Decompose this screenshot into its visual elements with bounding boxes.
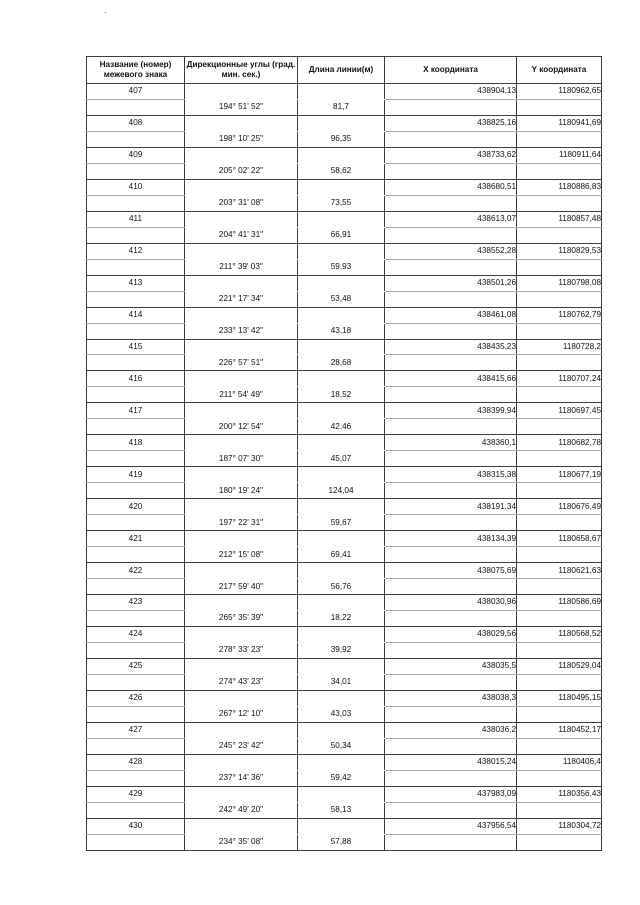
x-coordinate-cell: 438435,23 — [385, 339, 517, 355]
x-coordinate-cell: 438461,08 — [385, 307, 517, 323]
point-number-cell: 430 — [87, 818, 185, 834]
x-coordinate-cell: 438415,66 — [385, 371, 517, 387]
table-row — [87, 626, 602, 642]
direction-angle-cell: 267° 12' 10" — [185, 706, 298, 722]
empty-angle-cell — [185, 403, 298, 419]
point-number-cell: 408 — [87, 115, 185, 131]
empty-point-cell — [87, 451, 185, 467]
y-coordinate-cell: 1180829,53 — [517, 243, 602, 259]
empty-angle-cell — [185, 339, 298, 355]
table-body — [87, 84, 602, 851]
empty-x-cell — [385, 579, 517, 595]
table-row — [87, 84, 602, 100]
direction-angle-cell: 212° 15' 08" — [185, 547, 298, 563]
empty-angle-cell — [185, 722, 298, 738]
empty-y-cell — [517, 483, 602, 499]
point-number-cell: 409 — [87, 147, 185, 163]
x-coordinate-cell: 438030,96 — [385, 595, 517, 611]
point-number-cell: 414 — [87, 307, 185, 323]
empty-length-cell — [298, 722, 385, 738]
empty-angle-cell — [185, 147, 298, 163]
empty-angle-cell — [185, 275, 298, 291]
line-length-cell: 69,41 — [298, 547, 385, 563]
empty-y-cell — [517, 131, 602, 147]
empty-angle-cell — [185, 499, 298, 515]
empty-point-cell — [87, 291, 185, 307]
empty-point-cell — [87, 483, 185, 499]
empty-y-cell — [517, 355, 602, 371]
empty-length-cell — [298, 786, 385, 802]
direction-angle-cell: 274° 43' 23" — [185, 674, 298, 690]
point-number-cell: 426 — [87, 690, 185, 706]
table-row — [87, 179, 602, 195]
empty-x-cell — [385, 738, 517, 754]
direction-angle-cell: 197° 22' 31" — [185, 515, 298, 531]
empty-length-cell — [298, 690, 385, 706]
x-coordinate-cell: 438552,28 — [385, 243, 517, 259]
line-length-cell: 96,35 — [298, 131, 385, 147]
empty-angle-cell — [185, 467, 298, 483]
empty-angle-cell — [185, 595, 298, 611]
point-number-cell: 415 — [87, 339, 185, 355]
x-coordinate-cell: 438360,1 — [385, 435, 517, 451]
line-length-cell: 45,07 — [298, 451, 385, 467]
empty-length-cell — [298, 626, 385, 642]
empty-length-cell — [298, 818, 385, 834]
empty-angle-cell — [185, 531, 298, 547]
x-coordinate-cell: 438036,2 — [385, 722, 517, 738]
empty-x-cell — [385, 547, 517, 563]
direction-angle-cell: 217° 59' 40" — [185, 579, 298, 595]
empty-point-cell — [87, 195, 185, 211]
empty-y-cell — [517, 227, 602, 243]
point-number-cell: 416 — [87, 371, 185, 387]
y-coordinate-cell: 1180941,69 — [517, 115, 602, 131]
empty-length-cell — [298, 371, 385, 387]
table-row — [87, 291, 602, 307]
table-row — [87, 275, 602, 291]
empty-y-cell — [517, 291, 602, 307]
empty-length-cell — [298, 467, 385, 483]
table-row — [87, 706, 602, 722]
empty-angle-cell — [185, 626, 298, 642]
table-row — [87, 499, 602, 515]
empty-x-cell — [385, 451, 517, 467]
empty-x-cell — [385, 642, 517, 658]
empty-length-cell — [298, 275, 385, 291]
header-line-length: Длина линии(м) — [298, 57, 385, 84]
table-row — [87, 307, 602, 323]
empty-x-cell — [385, 706, 517, 722]
empty-length-cell — [298, 307, 385, 323]
y-coordinate-cell: 1180798,08 — [517, 275, 602, 291]
table-row — [87, 674, 602, 690]
empty-angle-cell — [185, 84, 298, 100]
x-coordinate-cell: 438038,3 — [385, 690, 517, 706]
line-length-cell: 18,22 — [298, 610, 385, 626]
table-row — [87, 690, 602, 706]
line-length-cell: 56,76 — [298, 579, 385, 595]
table-row — [87, 227, 602, 243]
empty-x-cell — [385, 483, 517, 499]
y-coordinate-cell: 1180682,78 — [517, 435, 602, 451]
direction-angle-cell: 242° 49' 20" — [185, 802, 298, 818]
empty-y-cell — [517, 610, 602, 626]
empty-angle-cell — [185, 818, 298, 834]
line-length-cell: 18,52 — [298, 387, 385, 403]
table-row — [87, 435, 602, 451]
header-point-name: Название (номер) межевого знака — [87, 57, 185, 84]
point-number-cell: 417 — [87, 403, 185, 419]
empty-x-cell — [385, 770, 517, 786]
table-header-row — [87, 57, 602, 84]
direction-angle-cell: 200° 12' 54" — [185, 419, 298, 435]
table-row — [87, 323, 602, 339]
table-row — [87, 403, 602, 419]
empty-x-cell — [385, 515, 517, 531]
empty-point-cell — [87, 547, 185, 563]
y-coordinate-cell: 1180304,72 — [517, 818, 602, 834]
empty-point-cell — [87, 738, 185, 754]
empty-x-cell — [385, 323, 517, 339]
empty-y-cell — [517, 99, 602, 115]
empty-point-cell — [87, 419, 185, 435]
y-coordinate-cell: 1180707,24 — [517, 371, 602, 387]
empty-x-cell — [385, 387, 517, 403]
table-row — [87, 786, 602, 802]
table-row — [87, 259, 602, 275]
boundary-coordinates-table — [86, 56, 602, 851]
x-coordinate-cell: 437956,54 — [385, 818, 517, 834]
table-row — [87, 211, 602, 227]
table-row — [87, 243, 602, 259]
table-row — [87, 610, 602, 626]
empty-length-cell — [298, 658, 385, 674]
x-coordinate-cell: 438904,13 — [385, 84, 517, 100]
table-row — [87, 131, 602, 147]
point-number-cell: 412 — [87, 243, 185, 259]
empty-point-cell — [87, 387, 185, 403]
point-number-cell: 429 — [87, 786, 185, 802]
empty-point-cell — [87, 131, 185, 147]
x-coordinate-cell: 438035,5 — [385, 658, 517, 674]
table-row — [87, 371, 602, 387]
empty-x-cell — [385, 291, 517, 307]
table-row — [87, 195, 602, 211]
point-number-cell: 418 — [87, 435, 185, 451]
line-length-cell: 28,68 — [298, 355, 385, 371]
empty-angle-cell — [185, 179, 298, 195]
direction-angle-cell: 180° 19' 24" — [185, 483, 298, 499]
point-number-cell: 424 — [87, 626, 185, 642]
table-row — [87, 531, 602, 547]
empty-y-cell — [517, 163, 602, 179]
empty-angle-cell — [185, 658, 298, 674]
point-number-cell: 421 — [87, 531, 185, 547]
x-coordinate-cell: 438015,24 — [385, 754, 517, 770]
table-row — [87, 770, 602, 786]
table-row — [87, 658, 602, 674]
line-length-cell: 34,01 — [298, 674, 385, 690]
line-length-cell: 57,88 — [298, 834, 385, 850]
line-length-cell: 59,42 — [298, 770, 385, 786]
line-length-cell: 59,67 — [298, 515, 385, 531]
x-coordinate-cell: 438134,39 — [385, 531, 517, 547]
empty-angle-cell — [185, 786, 298, 802]
empty-length-cell — [298, 403, 385, 419]
direction-angle-cell: 221° 17' 34" — [185, 291, 298, 307]
empty-point-cell — [87, 706, 185, 722]
direction-angle-cell: 245° 23' 42" — [185, 738, 298, 754]
y-coordinate-cell: 1180857,48 — [517, 211, 602, 227]
x-coordinate-cell: 438075,69 — [385, 563, 517, 579]
table-row — [87, 163, 602, 179]
y-coordinate-cell: 1180452,17 — [517, 722, 602, 738]
empty-y-cell — [517, 323, 602, 339]
empty-point-cell — [87, 610, 185, 626]
direction-angle-cell: 211° 39' 03" — [185, 259, 298, 275]
empty-length-cell — [298, 435, 385, 451]
table-row — [87, 738, 602, 754]
direction-angle-cell: 194° 51' 52" — [185, 99, 298, 115]
direction-angle-cell: 226° 57' 51" — [185, 355, 298, 371]
empty-y-cell — [517, 387, 602, 403]
empty-x-cell — [385, 834, 517, 850]
empty-y-cell — [517, 674, 602, 690]
direction-angle-cell: 198° 10' 25" — [185, 131, 298, 147]
empty-y-cell — [517, 195, 602, 211]
empty-length-cell — [298, 754, 385, 770]
empty-length-cell — [298, 211, 385, 227]
line-length-cell: 53,48 — [298, 291, 385, 307]
empty-y-cell — [517, 642, 602, 658]
point-number-cell: 410 — [87, 179, 185, 195]
direction-angle-cell: 233° 13' 42" — [185, 323, 298, 339]
line-length-cell: 39,92 — [298, 642, 385, 658]
empty-length-cell — [298, 499, 385, 515]
table-row — [87, 563, 602, 579]
empty-point-cell — [87, 579, 185, 595]
empty-length-cell — [298, 339, 385, 355]
y-coordinate-cell: 1180495,15 — [517, 690, 602, 706]
empty-angle-cell — [185, 690, 298, 706]
empty-point-cell — [87, 163, 185, 179]
line-length-cell: 58,62 — [298, 163, 385, 179]
table-row — [87, 355, 602, 371]
table-row — [87, 834, 602, 850]
empty-y-cell — [517, 579, 602, 595]
empty-length-cell — [298, 563, 385, 579]
table-row — [87, 754, 602, 770]
empty-x-cell — [385, 131, 517, 147]
line-length-cell: 59,93 — [298, 259, 385, 275]
y-coordinate-cell: 1180529,04 — [517, 658, 602, 674]
table-row — [87, 802, 602, 818]
table-row — [87, 147, 602, 163]
y-coordinate-cell: 1180586,69 — [517, 595, 602, 611]
direction-angle-cell: 204° 41' 31" — [185, 227, 298, 243]
y-coordinate-cell: 1180962,65 — [517, 84, 602, 100]
table-row — [87, 547, 602, 563]
direction-angle-cell: 203° 31' 08" — [185, 195, 298, 211]
point-number-cell: 428 — [87, 754, 185, 770]
empty-point-cell — [87, 99, 185, 115]
line-length-cell: 58,13 — [298, 802, 385, 818]
x-coordinate-cell: 438680,51 — [385, 179, 517, 195]
empty-y-cell — [517, 706, 602, 722]
empty-x-cell — [385, 99, 517, 115]
empty-point-cell — [87, 642, 185, 658]
empty-point-cell — [87, 259, 185, 275]
empty-x-cell — [385, 610, 517, 626]
empty-x-cell — [385, 674, 517, 690]
point-number-cell: 427 — [87, 722, 185, 738]
empty-point-cell — [87, 227, 185, 243]
y-coordinate-cell: 1180658,67 — [517, 531, 602, 547]
point-number-cell: 419 — [87, 467, 185, 483]
line-length-cell: 124,04 — [298, 483, 385, 499]
empty-point-cell — [87, 802, 185, 818]
table-row — [87, 515, 602, 531]
point-number-cell: 425 — [87, 658, 185, 674]
empty-length-cell — [298, 243, 385, 259]
empty-y-cell — [517, 770, 602, 786]
x-coordinate-cell: 438315,38 — [385, 467, 517, 483]
table-row — [87, 419, 602, 435]
header-x-coordinate: X координата — [385, 57, 517, 84]
empty-point-cell — [87, 834, 185, 850]
y-coordinate-cell: 1180568,52 — [517, 626, 602, 642]
point-number-cell: 420 — [87, 499, 185, 515]
line-length-cell: 73,55 — [298, 195, 385, 211]
empty-length-cell — [298, 595, 385, 611]
table-row — [87, 579, 602, 595]
line-length-cell: 81,7 — [298, 99, 385, 115]
table-row — [87, 483, 602, 499]
empty-y-cell — [517, 259, 602, 275]
empty-angle-cell — [185, 307, 298, 323]
empty-y-cell — [517, 738, 602, 754]
point-number-cell: 423 — [87, 595, 185, 611]
x-coordinate-cell: 438399,94 — [385, 403, 517, 419]
empty-length-cell — [298, 147, 385, 163]
point-number-cell: 413 — [87, 275, 185, 291]
direction-angle-cell: 211° 54' 49" — [185, 387, 298, 403]
point-number-cell: 422 — [87, 563, 185, 579]
empty-y-cell — [517, 515, 602, 531]
y-coordinate-cell: 1180886,83 — [517, 179, 602, 195]
empty-x-cell — [385, 163, 517, 179]
line-length-cell: 42,46 — [298, 419, 385, 435]
x-coordinate-cell: 438501,26 — [385, 275, 517, 291]
x-coordinate-cell: 438613,07 — [385, 211, 517, 227]
empty-length-cell — [298, 179, 385, 195]
y-coordinate-cell: 1180621,63 — [517, 563, 602, 579]
table-row — [87, 115, 602, 131]
direction-angle-cell: 237° 14' 36" — [185, 770, 298, 786]
y-coordinate-cell: 1180676,49 — [517, 499, 602, 515]
empty-y-cell — [517, 547, 602, 563]
x-coordinate-cell: 438825,16 — [385, 115, 517, 131]
table-row — [87, 642, 602, 658]
line-length-cell: 50,34 — [298, 738, 385, 754]
table-row — [87, 99, 602, 115]
table-row — [87, 339, 602, 355]
empty-x-cell — [385, 259, 517, 275]
table-row — [87, 387, 602, 403]
y-coordinate-cell: 1180406,4 — [517, 754, 602, 770]
line-length-cell: 66,91 — [298, 227, 385, 243]
empty-x-cell — [385, 195, 517, 211]
x-coordinate-cell: 438029,56 — [385, 626, 517, 642]
empty-x-cell — [385, 227, 517, 243]
y-coordinate-cell: 1180677,19 — [517, 467, 602, 483]
y-coordinate-cell: 1180911,64 — [517, 147, 602, 163]
empty-angle-cell — [185, 211, 298, 227]
empty-x-cell — [385, 355, 517, 371]
empty-angle-cell — [185, 371, 298, 387]
point-number-cell: 407 — [87, 84, 185, 100]
y-coordinate-cell: 1180356,43 — [517, 786, 602, 802]
direction-angle-cell: 265° 35' 39" — [185, 610, 298, 626]
table-row — [87, 595, 602, 611]
x-coordinate-cell: 438733,62 — [385, 147, 517, 163]
empty-length-cell — [298, 84, 385, 100]
y-coordinate-cell: 1180697,45 — [517, 403, 602, 419]
empty-point-cell — [87, 674, 185, 690]
y-coordinate-cell: 1180762,79 — [517, 307, 602, 323]
x-coordinate-cell: 437983,09 — [385, 786, 517, 802]
direction-angle-cell: 205° 02' 22" — [185, 163, 298, 179]
direction-angle-cell: 234° 35' 08" — [185, 834, 298, 850]
table-row — [87, 722, 602, 738]
direction-angle-cell: 278° 33' 23" — [185, 642, 298, 658]
empty-y-cell — [517, 834, 602, 850]
empty-angle-cell — [185, 243, 298, 259]
line-length-cell: 43,03 — [298, 706, 385, 722]
scan-speck — [105, 12, 106, 13]
empty-angle-cell — [185, 754, 298, 770]
empty-point-cell — [87, 770, 185, 786]
empty-angle-cell — [185, 435, 298, 451]
table-row — [87, 451, 602, 467]
line-length-cell: 43,18 — [298, 323, 385, 339]
empty-y-cell — [517, 451, 602, 467]
x-coordinate-cell: 438191,34 — [385, 499, 517, 515]
empty-y-cell — [517, 419, 602, 435]
table-row — [87, 818, 602, 834]
table-row — [87, 467, 602, 483]
empty-angle-cell — [185, 115, 298, 131]
empty-length-cell — [298, 115, 385, 131]
empty-y-cell — [517, 802, 602, 818]
point-number-cell: 411 — [87, 211, 185, 227]
header-y-coordinate: Y координата — [517, 57, 602, 84]
empty-angle-cell — [185, 563, 298, 579]
empty-length-cell — [298, 531, 385, 547]
empty-point-cell — [87, 355, 185, 371]
y-coordinate-cell: 1180728,2 — [517, 339, 602, 355]
header-direction-angle: Дирекционные углы (град. мин. сек.) — [185, 57, 298, 84]
empty-point-cell — [87, 323, 185, 339]
empty-point-cell — [87, 515, 185, 531]
direction-angle-cell: 187° 07' 30" — [185, 451, 298, 467]
empty-x-cell — [385, 419, 517, 435]
empty-x-cell — [385, 802, 517, 818]
